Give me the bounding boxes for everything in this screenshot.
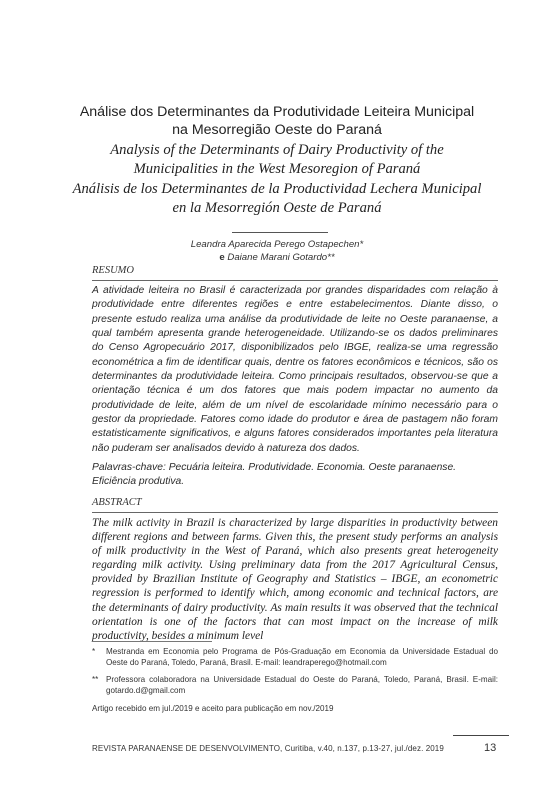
page-number: 13 <box>484 742 497 754</box>
title-spanish: Análisis de los Determinantes de la Productividad Lechera Municipal en la Mesorregión Oeste de Paraná <box>72 181 482 216</box>
resumo-heading-wrap <box>92 265 498 276</box>
author-divider <box>232 232 328 233</box>
abstract-rule <box>92 512 498 513</box>
author-second-line <box>130 251 424 264</box>
footnotes <box>92 646 498 714</box>
title-portuguese: Análise dos Determinantes da Produtividade Leiteira Municipal na Mesorregião Oeste do Paraná <box>79 104 475 138</box>
author-connector: e <box>219 252 225 263</box>
footer-rule <box>453 735 509 736</box>
resumo-text: A atividade leiteira no Brasil é caracterizada por grandes disparidades com relação à produtividade entre diferentes regiões e entre estabelecimentos. Diante disso, o presente estudo realiza uma análise da produtividade de leite no Oeste paranaense, a qual também apresenta grande heterogeneidade. Utilizando-se os dados preliminares do Censo Agropecuário 2017, disponibilizados pelo IBGE, realiza-se uma regressão econométrica a fim de identificar quais, dentre os fatores econômicos e técnicos, são os determinantes da produtividade leiteira. Como principais resultados, observou-se que a orientação técnica é um dos fatores que mais podem impactar no aumento da produtividade de leite, além de um nível de escolaridade mínimo necessário para o gestor da propriedade. Fatores como idade do produtor e área de pastagem não foram estatisticamente significativos, e alguns fatores considerados importantes pela literatura não puderam ser analisados devido à natureza dos dados. <box>92 285 498 454</box>
author-first: Leandra Aparecida Perego Ostapechen* <box>190 239 364 250</box>
received-note: Artigo recebido em jul./2019 e aceito para publicação em nov./2019 <box>92 704 334 713</box>
author-second: Daiane Marani Gotardo** <box>227 252 335 263</box>
resumo-section <box>92 284 498 490</box>
footnote-mark: * <box>92 647 96 656</box>
abstract-section <box>92 516 498 643</box>
footnote <box>92 674 498 696</box>
footnote-divider <box>92 641 212 642</box>
abstract-heading-wrap <box>92 497 498 508</box>
footnote-mark: ** <box>92 675 99 684</box>
title-block <box>70 103 484 217</box>
footnote <box>92 646 498 668</box>
journal-footer: REVISTA PARANAENSE DE DESENVOLVIMENTO, Curitiba, v.40, n.137, p.13-27, jul./dez. 2019 <box>92 744 444 753</box>
title-english: Analysis of the Determinants of Dairy Productivity of the Municipalities in the West Mesoregion of Paraná <box>110 142 444 177</box>
footnote-text: Professora colaboradora na Universidade Estadual do Oeste do Paraná, Toledo, Paraná, Brasil. E-mail: gotardo.d@gmail.com <box>106 675 498 695</box>
resumo-rule <box>92 280 498 281</box>
footnote-text: Mestranda em Economia pelo Programa de Pós-Graduação em Economia da Universidade Estadual do Oeste do Paraná, Toledo, Paraná, Brasil. E-mail: leandraperego@hotmail.com <box>106 647 498 667</box>
authors <box>130 238 424 264</box>
keywords: Palavras-chave: Pecuária leiteira. Produtividade. Economia. Oeste paranaense. Eficiência produtiva. <box>92 462 457 488</box>
abstract-text: The milk activity in Brazil is characterized by large disparities in productivity between different regions and between farms. Given this, the present study performs an analysis of milk productivity in the West of Paraná, which also presents great heterogeneity regarding milk activity. Using preliminary data from the 2017 Agricultural Census, provided by Brazilian Institute of Geography and Statistics – IBGE, an econometric regression is performed to identify which, among economic and technical factors, are the determinants of dairy productivity. As main results it was observed that the technical orientation is one of the factors that can most impact on the increase of milk productivity, besides a minimum level <box>92 517 498 642</box>
abstract-heading: ABSTRACT <box>92 497 142 508</box>
resumo-heading: RESUMO <box>92 265 134 276</box>
